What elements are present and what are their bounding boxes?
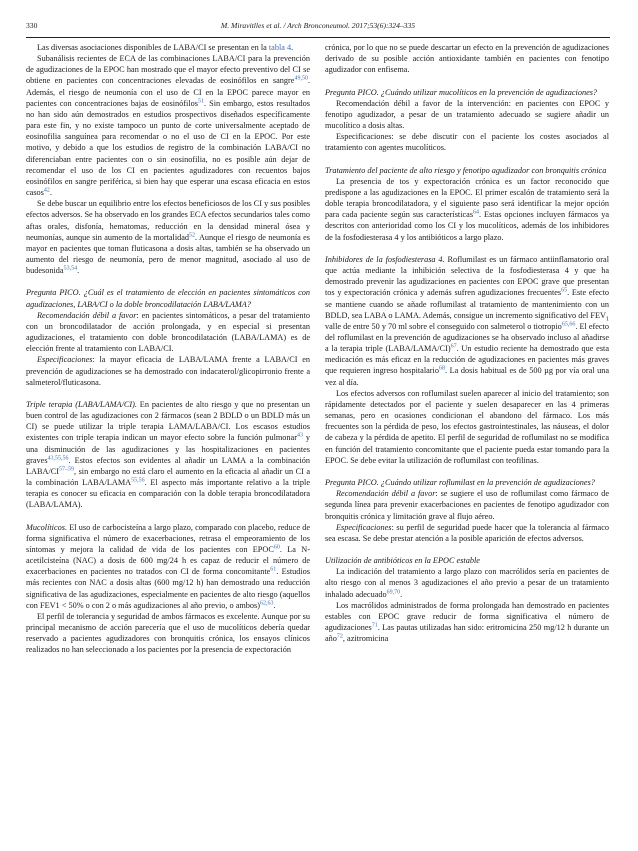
paragraph-continuation: crónica, por lo que no se puede descartar un efecto en la prevención de agudizaciones derivado de su posible acción antioxidante también en pacientes con fenotipo agudizador con enfisema. xyxy=(325,43,609,75)
paragraph-antibiotics: La indicación del tratamiento a largo plazo con macrólidos sería en pacientes de alto riesgo con al menos 3 agudizaciones el año previo a pesar de un tratamiento inhalado adecuado$^{69,70}$. xyxy=(325,567,609,599)
citation[interactable]: 62,63 xyxy=(260,600,274,607)
citation[interactable]: 43,55,56 xyxy=(47,455,69,461)
paragraph-mucolytics-tolerance: El perfil de tolerancia y seguridad de ambos fármacos es excelente. Aunque por su principal mecanismo de acción parecería que el uso de mucolíticos debería quedar reservado a pacientes agudizadores con bronquitis crónica, los ensayos clínicos realizados no han seleccionado a los pacientes por la presencia de expectoración xyxy=(26,611,310,655)
citation[interactable]: 49,50 xyxy=(294,75,308,82)
citation[interactable]: 64 xyxy=(473,209,480,216)
citation[interactable]: 57–59 xyxy=(59,466,74,473)
paragraph-macrolides: Los macrólidos administrados de forma prolongada han demostrado en pacientes estables con EPOC grave reducir de forma significativa el número de agudizaciones$^{71}$. Las pautas utilizadas han sido: eritromicina 250 mg/12 h durante un año$^{72}$, azitromicina xyxy=(325,600,609,644)
specification-2: Especificaciones: se debe discutir con el paciente los costes asociados al tratamiento con agentes mucolíticos. xyxy=(325,132,609,153)
citation[interactable]: 55,56 xyxy=(131,477,145,484)
running-title: M. Miravitlles et al. / Arch Bronconeumol. 2017;53(6):324–335 xyxy=(220,21,416,30)
specification-1: Especificaciones: la mayor eficacia de LABA/LAMA frente a LABA/CI en prevención de agudizaciones se ha demostrado con indacaterol/glicopirronio frente a salmeterol/fluticasona. xyxy=(26,355,310,387)
citation[interactable]: 43 xyxy=(296,432,303,439)
citation[interactable]: 61 xyxy=(270,566,277,573)
citation[interactable]: 51 xyxy=(197,98,204,105)
paragraph-adverse-effects-ci: Se debe buscar un equilibrio entre los efectos beneficiosos de los CI y sus posibles efectos adversos. Se ha observado en los grandes ECA efectos secundarios tales como aftas orales, disfonía, hematomas, reducción en la densidad mineral ósea y neumonías, aunque sin aumento de la mortalidad$^{52}$. Aunque el riesgo de neumonía es mayor en pacientes que toman fluticasona a dosis altas, también se ha observado un aumento del riesgo de neumonía, pero de menor magnitud, asociado al uso de budesonida$^{53,54}$. xyxy=(26,199,310,276)
citation[interactable]: 53,54 xyxy=(63,265,78,272)
section-heading: Inhibidores de la fosfodiesterasa 4. xyxy=(325,254,445,264)
specification-3: Especificaciones: su perfil de seguridad puede hacer que la tolerancia al fármaco sea escasa. Se debe prestar atención a la posible aparición de efectos adversos. xyxy=(325,522,609,543)
recommendation-3: Recomendación débil a favor: se sugiere el uso de roflumilast como fármaco de segunda línea para prevenir exacerbaciones en pacientes de fenotipo agudizador con bronquitis crónica y limitación grave al flujo aéreo. xyxy=(325,489,609,521)
paragraph-pde4: Inhibidores de la fosfodiesterasa 4. Roflumilast es un fármaco antiinflamatorio oral que actúa mediante la inhibición selectiva de la fosfodiesterasa 4 y que ha demostrado prevenir las agudizaciones en pacientes con EPOC grave que presentan tos y expectoración crónica y además sufren agudizaciones frecuentes$^{65}$. Este efecto se mantiene cuando se añade roflumilast al tratamiento de mantenimiento con un BDLD, sea LABA o LAMA. Además, consigue un incremento significativo del $FEV_1$ valle de entre 50 y 70 ml sobre el conseguido con salmeterol o tiotropio$^{65,66}$. El efecto del roflumilast en la prevención de agudizaciones se ha observado incluso al añadirse a la terapia triple (LABA/LAMA/CI)$^{67}$. Un estudio reciente ha demostrado que esta medicación es más eficaz en la reducción de agudizaciones en pacientes más graves que requieren ingreso hospitalario$^{68}$. La dosis habitual es de 500 µg por vía oral una vez al día. xyxy=(325,254,610,387)
citation[interactable]: 68 xyxy=(438,365,445,372)
section-heading: Mucolíticos. xyxy=(26,522,68,532)
paragraph-eosinophils: Subanálisis recientes de ECA de las combinaciones LABA/CI para la prevención de agudizaciones de la EPOC han mostrado que el mayor efecto preventivo del CI se obtiene en pacientes con concentraciones elevadas de eosinófilos en sangre$^{49,50}$. Además, el riesgo de neumonía con el uso de CI en la EPOC parece mayor en pacientes con concentraciones bajas de eosinófilos$^{51}$. Sin embargo, estos resultados no han sido aún demostrados en estudios prospectivos diseñados específicamente para este fin, y no existe tampoco un punto de corte universalmente aceptado de eosinofilia sanguínea para recomendar o no el uso de CI en la EPOC. Por este motivo, y debido a que los estudios de registro de la combinación LABA/CI no diferenciaban entre pacientes con o sin eosinofilia, no es posible aún dejar de recomendar el uso de los CI en pacientes agudizadores con recuentos bajos eosinófilos en sangre periférica, si bien hay que esperar una escasa eficacia en estos casos$^{42}$. xyxy=(26,54,311,198)
pico-question-2: Pregunta PICO. ¿Cuándo utilizar mucolíticos en la prevención de agudizaciones? xyxy=(325,87,598,97)
right-column xyxy=(325,42,609,644)
pico-question-1: Pregunta PICO. ¿Cuál es el tratamiento de elección en pacientes sintomáticos con agudizaciones, LABA/CI o la doble broncodilatación LABA/LAMA? xyxy=(26,288,310,309)
citation[interactable]: 69,70 xyxy=(386,588,401,595)
paragraph-tables: Las diversas asociaciones disponibles de LABA/CI se presentan en la tabla 4. xyxy=(37,43,294,52)
running-header xyxy=(26,19,610,33)
paragraph-mucolytics: Mucolíticos. El uso de carbocisteína a largo plazo, comparado con placebo, reduce de forma significativa el número de exacerbaciones, retrasa el empeoramiento de los síntomas y mejora la calidad de vida de los pacientes con EPOC$^{60}$. La N-acetilcisteína (NAC) a dosis de 600 mg/24 h es capaz de reducir el número de exacerbaciones en pacientes no tratados con CI de forma concomitante$^{61}$. Estudios más recientes con NAC a dosis altas (600 mg/12 h) han demostrado una reducción significativa de las agudizaciones, especialmente en pacientes de alto riesgo (aquellos con FEV1 < 50% o con 2 o más agudizaciones al año previo, o ambos)$^{62,63}$. xyxy=(26,522,310,610)
section-heading-chronic-bronchitis: Tratamiento del paciente de alto riesgo y fenotipo agudizador con bronquitis crónica xyxy=(325,165,607,175)
paragraph-roflumilast-adverse: Los efectos adversos con roflumilast suelen aparecer al inicio del tratamiento; son rápidamente detectados por el paciente y suelen desaparecer en las 4 primeras semanas, pero en ocasiones condicionan el abandono del fármaco. Los más frecuentes son la pérdida de peso, los efectos gastrointestinales, las náuseas, el dolor de cabeza y la pérdida de apetito. El perfil de seguridad de roflumilast no se modifica en función del tratamiento concomitante que el paciente pueda estar tomando para la EPOC. Se debe evitar la utilización de roflumilast con teofilinas. xyxy=(325,388,609,465)
citation[interactable]: 60 xyxy=(273,544,280,551)
section-heading: Triple terapia (LABA/LAMA/CI). xyxy=(26,399,137,409)
citation[interactable]: 72 xyxy=(336,633,343,640)
pico-question-3: Pregunta PICO. ¿Cuándo utilizar roflumilast en la prevención de agudizaciones? xyxy=(325,478,595,488)
recommendation-2: Recomendación débil a favor de la intervención: en pacientes con EPOC y fenotipo agudizador, a pesar de un tratamiento adecuado se sugiere añadir un mucolítico a dosis altas. xyxy=(325,98,609,131)
citation[interactable]: 67 xyxy=(450,343,457,350)
recommendation-1: Recomendación débil a favor: en pacientes sintomáticos, a pesar del tratamiento con un broncodilatador de acción prolongada, y en especial si presentan agudizaciones, el tratamiento con doble broncodilatación (LABA/LAMA) es de elección frente al tratamiento con LABA/CI. xyxy=(26,310,310,354)
paragraph-chronic-bronchitis: La presencia de tos y expectoración crónica es un factor reconocido que predispone a las agudizaciones en la EPOC. El primer escalón de tratamiento será la doble terapia broncodilatadora, y el siguiente paso será identificar la mejor opción para cada paciente según sus características$^{64}$. Estas opciones incluyen fármacos ya descritos con anterioridad como los CI y los mucolíticos, además de los inhibidores de la fosfodiesterasa 4 y los antibióticos a largo plazo. xyxy=(325,176,609,242)
page-number: 330 xyxy=(26,21,38,30)
paragraph-triple-therapy: Triple terapia (LABA/LAMA/CI). En pacientes de alto riesgo y que no presentan un buen control de las agudizaciones con 2 fármacos (sean 2 BDLD o un BDLD más un CI) se puede utilizar la triple terapia LAMA/LABA/CI. Los escasos estudios existentes con triple terapia indican un mayor efecto sobre la función pulmonar$^{43}$ y una disminución de las agudizaciones y las hospitalizaciones en pacientes graves$^{43,55,56}$. Estos efectos son evidentes al añadir un LAMA a la combinación LABA/CI$^{57-59}$, sin embargo no está claro el aumento en la eficacia al añadir un CI a la combinación LABA/LAMA$^{55,56}$. El aspecto más importante relativo a la triple terapia es conocer su eficacia en comparación con la doble terapia broncodilatadora (LABA/LAMA). xyxy=(26,399,311,510)
citation[interactable]: 65 xyxy=(561,287,568,294)
citation[interactable]: 71 xyxy=(371,622,378,629)
citation[interactable]: 42 xyxy=(43,187,50,194)
section-heading-antibiotics: Utilización de antibióticos en la EPOC estable xyxy=(325,556,480,566)
citation[interactable]: 65,66 xyxy=(561,321,576,328)
left-column xyxy=(26,42,310,656)
citation[interactable]: 52 xyxy=(189,231,196,238)
header-rule xyxy=(26,37,610,38)
table-4-link[interactable]: tabla 4 xyxy=(268,43,292,52)
